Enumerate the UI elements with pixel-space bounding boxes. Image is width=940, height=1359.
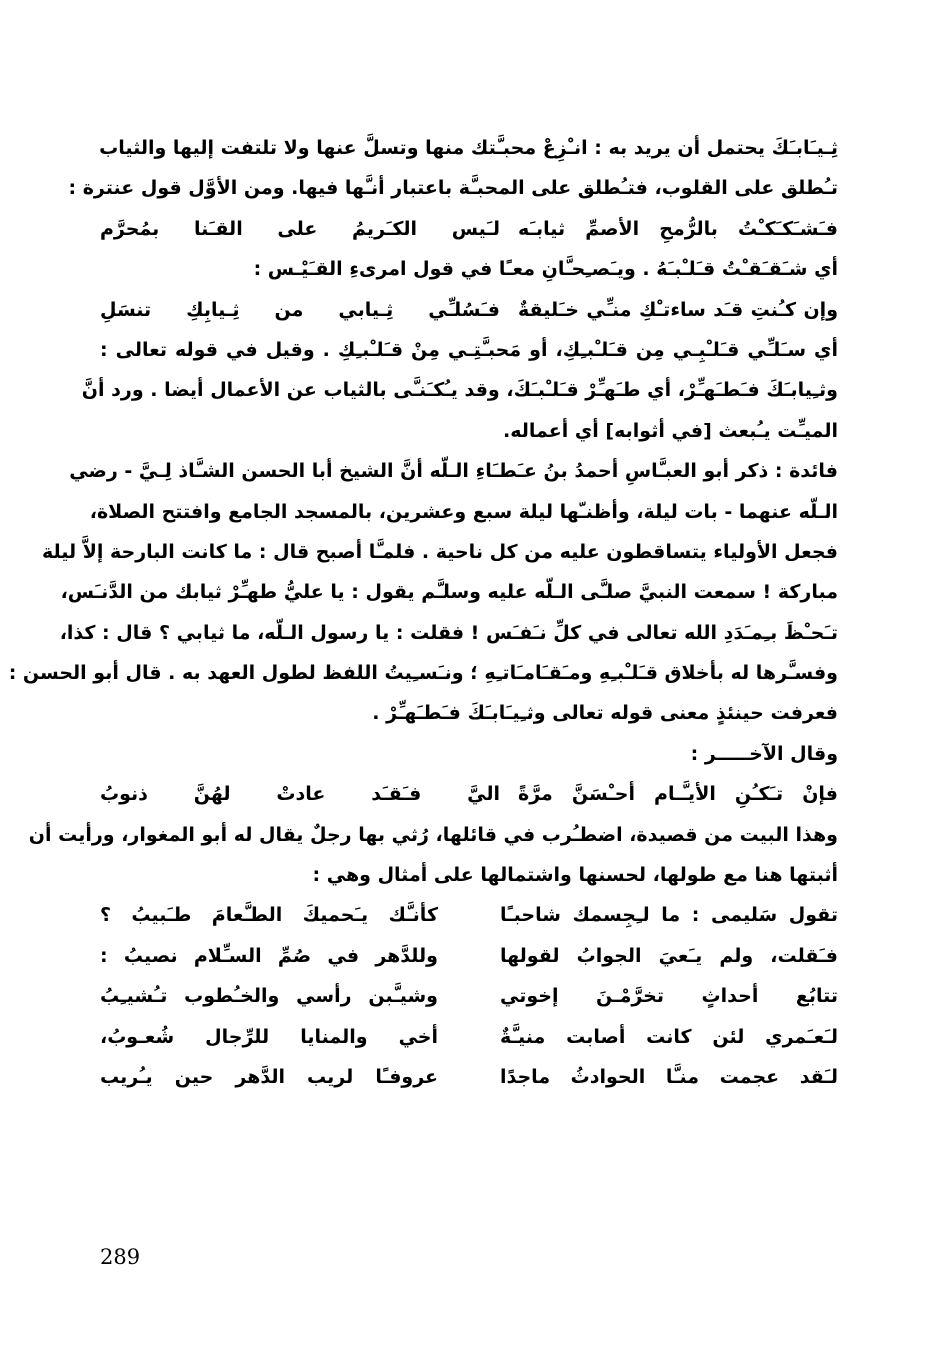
text-line: تـَحـْظَ بـِمـَدَدِ الله تعالى في كلِّ نـَفـَس ! فقلت : يا رسول الـلّه، ما ثيابي ؟ قال : كذا، — [59, 621, 838, 644]
verse-hemistich-second: عروفـًا لريب الدَّهر حين يـُريب — [100, 1065, 438, 1088]
verse-hemistich-first: لـَعـَمري لئن كانت أصابت منيـَّةٌ — [500, 1025, 838, 1048]
text-line: وفسـَّرها له بأخلاق قـَلـْبـِهِ ومـَقـَامـَاتـِهِ ؛ ونـَسـِيتُ اللفظ لطول العهد به . قال أبو الحسن : — [8, 662, 838, 685]
text-line: أي شـَقـَقـْتُ قـَلـْبـَهُ . ويـَصـِحـَّانِ معـًا في قول امرىءِ القـَيْـس : — [253, 258, 838, 281]
verse-hemistich-first: فـَقلت، ولم يـَعيَ الجوابُ لقولها — [500, 944, 838, 967]
text-line: فجعل الأولياء يتساقطون عليه من كل ناحية . فلمـَّا أصبح قال : ما كانت البارحة إلاَّ ليلة — [41, 540, 838, 563]
verse-hemistich-second: اليَّ فـَقـَد عادتْ لهُنَّ ذنوبُ — [100, 783, 500, 806]
verse-hemistich-second: وشيـَّبن رأسي والخـُطوب تـُشيـِبُ — [100, 985, 438, 1008]
verse-hemistich-second: أخي والمنايا للرِّجال شُعـوبُ، — [100, 1025, 438, 1048]
verse-hemistich-first: تقول سَليمى : ما لـِجِسمك شاحبـًا — [500, 904, 838, 927]
verse-hemistich-first: تتابُع أحداثٍ تخرَّمْـنَ إخوتي — [500, 985, 838, 1008]
text-line: أثبتها هنا مع طولها، لحسنها واشتمالها على أمثال وهي : — [312, 864, 838, 887]
verse-hemistich-first: وإن كـُنتِ قـَد ساءتـْكِ منـِّي خـَليقةٌ — [518, 298, 838, 321]
verse-hemistich-second: وللدَّهر في صُمِّ السـِّلام نصيبُ : — [100, 944, 438, 967]
poem-verse — [100, 976, 838, 1016]
verse-other-poet — [100, 774, 838, 814]
poem-verse — [100, 1017, 838, 1057]
text-line: وهذا البيت من قصيدة، اضطـُرب في قائلها، رُثي بها رجلٌ يقال له أبو المغوار، ورأيت أن — [28, 823, 838, 846]
text-line: وقال الآخـــــر : — [690, 742, 838, 765]
text-line: تـُطلق على القلوب، فتـُطلق على المحبـَّة باعتبار أنـَّها فيها. ومن الأوَّل قول عنترة : — [68, 177, 838, 200]
verse-imru-al-qays — [100, 290, 838, 330]
text-line: فائدة : ذكر أبو العبـَّاسِ أحمدُ بنُ عـَطـَاءِ الـلّه أنَّ الشيخ أبا الحسن الشـَّاذ لِـيَّ - رضي — [69, 460, 838, 483]
page-number: 289 — [100, 1245, 141, 1269]
text-line: الميـِّت يـُبعث [في أثوابه] أي أعماله. — [503, 419, 838, 442]
poem-verse — [100, 936, 838, 976]
text-line: الـلّه عنهما - بات ليلة، وأظنـّها ليلة سبع وعشرين، بالمسجد الجامع وافتتح الصلاة، — [89, 500, 838, 523]
verse-hemistich-second: لـَيس الكـَريمُ على القـَنا بمُحرَّم — [100, 217, 500, 240]
verse-hemistich-first: فإنْ تـَكـُنِ الأيـَّـام أحـْسَنَّ مرَّةً — [518, 783, 838, 806]
verse-hemistich-first: فـَشـَكـَكـْتُ بالرُّمحِ الأصمِّ ثيابـَه — [518, 217, 838, 240]
text-line: أي سـَلـِّي قـَلـْبِـي مِن قـَلـْبـِكِ، أو مَحبـَّتِـي مِنْ قـَلـْبـِكِ . وقيل في قوله تعالى : — [100, 338, 838, 361]
text-line: ثِـيـَابـَكَ يحتمل أن يريد به : انـْزِعْ محبـَّتك منها وتسلَّ عنها ولا تلتفت إليها والثياب — [99, 137, 838, 159]
poem-verse — [100, 1057, 838, 1097]
text-line: فعرفت حينئذٍ معنى قوله تعالى وثـِيـَابـَكَ فـَطـَهـِّرْ . — [372, 702, 838, 725]
verse-hemistich-second: فـَسُلـِّي ثِـيابي من ثِـيابِكِ تنسَلِ — [100, 298, 500, 321]
text-line: وثـِيابـَكَ فـَطـَهـِّرْ، أي طـَهـِّرْ قـَلـْبـَكَ، وقد يـُكـَنـَّى بالثياب عن الأعمال أيضا . ورد أنَّ — [81, 379, 838, 402]
verse-hemistich-second: كأنـَّك يـَحميكَ الطـَّعامَ طـَبيبُ ؟ — [100, 904, 438, 927]
text-line: مباركة ! سمعت النبيَّ صلـَّى الـلّه عليه وسلـَّم يقول : يا عليُّ طهـِّرْ ثيابك من الدَّنـَس، — [60, 581, 838, 604]
poem-verse — [100, 895, 838, 935]
verse-hemistich-first: لـَقد عجمت منـَّا الحوادثُ ماجدًا — [500, 1065, 838, 1088]
page-body — [8, 128, 838, 1097]
verse-antara — [100, 209, 838, 249]
